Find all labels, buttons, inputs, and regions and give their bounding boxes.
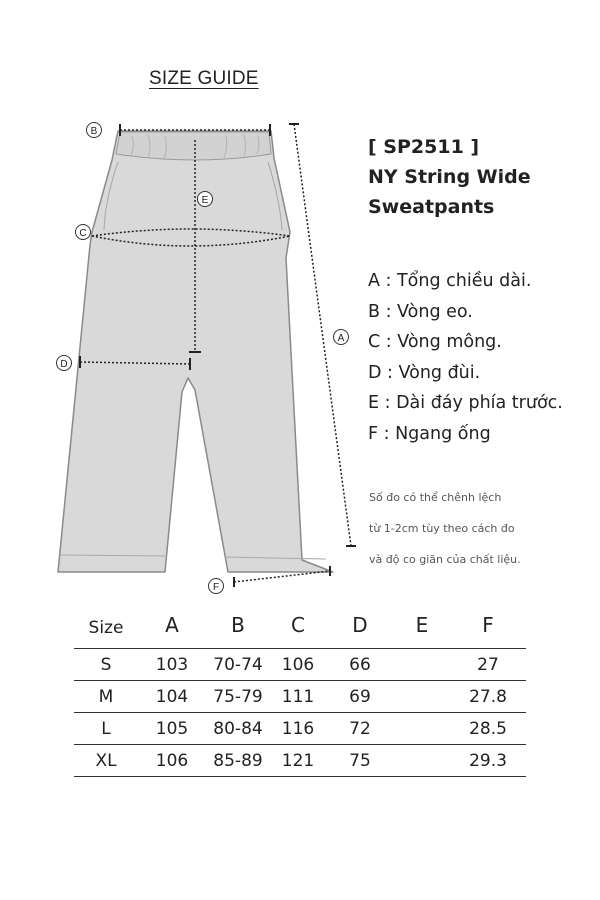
table-cell — [394, 713, 450, 745]
legend-item: E : Dài đáy phía trước. — [368, 393, 563, 413]
table-cell: 28.5 — [450, 713, 526, 745]
legend-item: C : Vòng mông. — [368, 332, 502, 352]
table-cell: 116 — [270, 713, 326, 745]
table-header-cell: B — [231, 613, 245, 637]
table-cell — [394, 681, 450, 713]
product-name-line2: Sweatpants — [368, 196, 495, 218]
legend-item: A : Tổng chiều dài. — [368, 271, 532, 291]
marker-d — [57, 356, 72, 371]
table-cell — [394, 649, 450, 681]
table-cell — [394, 745, 450, 777]
marker-c — [76, 225, 91, 240]
table-header-cell: Size — [88, 618, 124, 638]
table-cell: L — [74, 713, 138, 745]
product-name-line1: NY String Wide — [368, 166, 531, 188]
marker-e-label: E — [201, 195, 209, 206]
marker-f-label: F — [212, 582, 220, 593]
table-cell: 72 — [326, 713, 394, 745]
table-cell: 27.8 — [450, 681, 526, 713]
marker-e — [198, 192, 213, 207]
table-cell: 111 — [270, 681, 326, 713]
product-info — [368, 132, 531, 222]
table-cell: M — [74, 681, 138, 713]
table-row — [74, 713, 526, 745]
table-header-cell: D — [352, 613, 368, 637]
table-header-row — [74, 606, 526, 649]
note-line: và độ co giãn của chất liệu. — [369, 553, 521, 566]
legend-item: D : Vòng đùi. — [368, 362, 481, 383]
table-cell: 106 — [270, 649, 326, 681]
table-header-cell: A — [165, 613, 179, 637]
measurement-legend — [368, 266, 563, 449]
legend-item: F : Ngang ống — [368, 423, 491, 444]
table-cell: 29.3 — [450, 745, 526, 777]
size-table — [74, 606, 526, 777]
table-cell: S — [74, 649, 138, 681]
table-row — [74, 745, 526, 777]
marker-c-label: C — [79, 228, 87, 239]
table-cell: 27 — [450, 649, 526, 681]
table-header-cell: E — [415, 613, 429, 637]
marker-a — [334, 330, 349, 345]
table-cell: 66 — [326, 649, 394, 681]
measurement-note — [369, 482, 521, 575]
table-cell: 69 — [326, 681, 394, 713]
marker-f — [209, 579, 224, 594]
table-header-cell: F — [482, 613, 494, 637]
marker-b — [87, 123, 102, 138]
marker-d-label: D — [60, 359, 68, 370]
table-cell: 70-74 — [206, 649, 270, 681]
marker-a-label: A — [337, 333, 345, 344]
note-line: từ 1-2cm tùy theo cách đo — [369, 522, 515, 535]
table-cell: 80-84 — [206, 713, 270, 745]
legend-item: B : Vòng eo. — [368, 301, 473, 322]
table-row — [74, 681, 526, 713]
table-cell: 121 — [270, 745, 326, 777]
table-cell: 75 — [326, 745, 394, 777]
note-line: Số đo có thể chênh lệch — [369, 491, 502, 504]
table-cell: 105 — [138, 713, 206, 745]
table-row — [74, 649, 526, 681]
table-cell: 103 — [138, 649, 206, 681]
table-cell: 106 — [138, 745, 206, 777]
table-header-cell: C — [291, 613, 305, 637]
product-code: [ SP2511 ] — [368, 136, 480, 158]
size-guide-title: SIZE GUIDE — [149, 68, 259, 89]
waistband — [116, 132, 271, 160]
table-cell: XL — [74, 745, 138, 777]
table-cell: 85-89 — [206, 745, 270, 777]
marker-b-label: B — [90, 126, 98, 137]
table-cell: 75-79 — [206, 681, 270, 713]
table-cell: 104 — [138, 681, 206, 713]
